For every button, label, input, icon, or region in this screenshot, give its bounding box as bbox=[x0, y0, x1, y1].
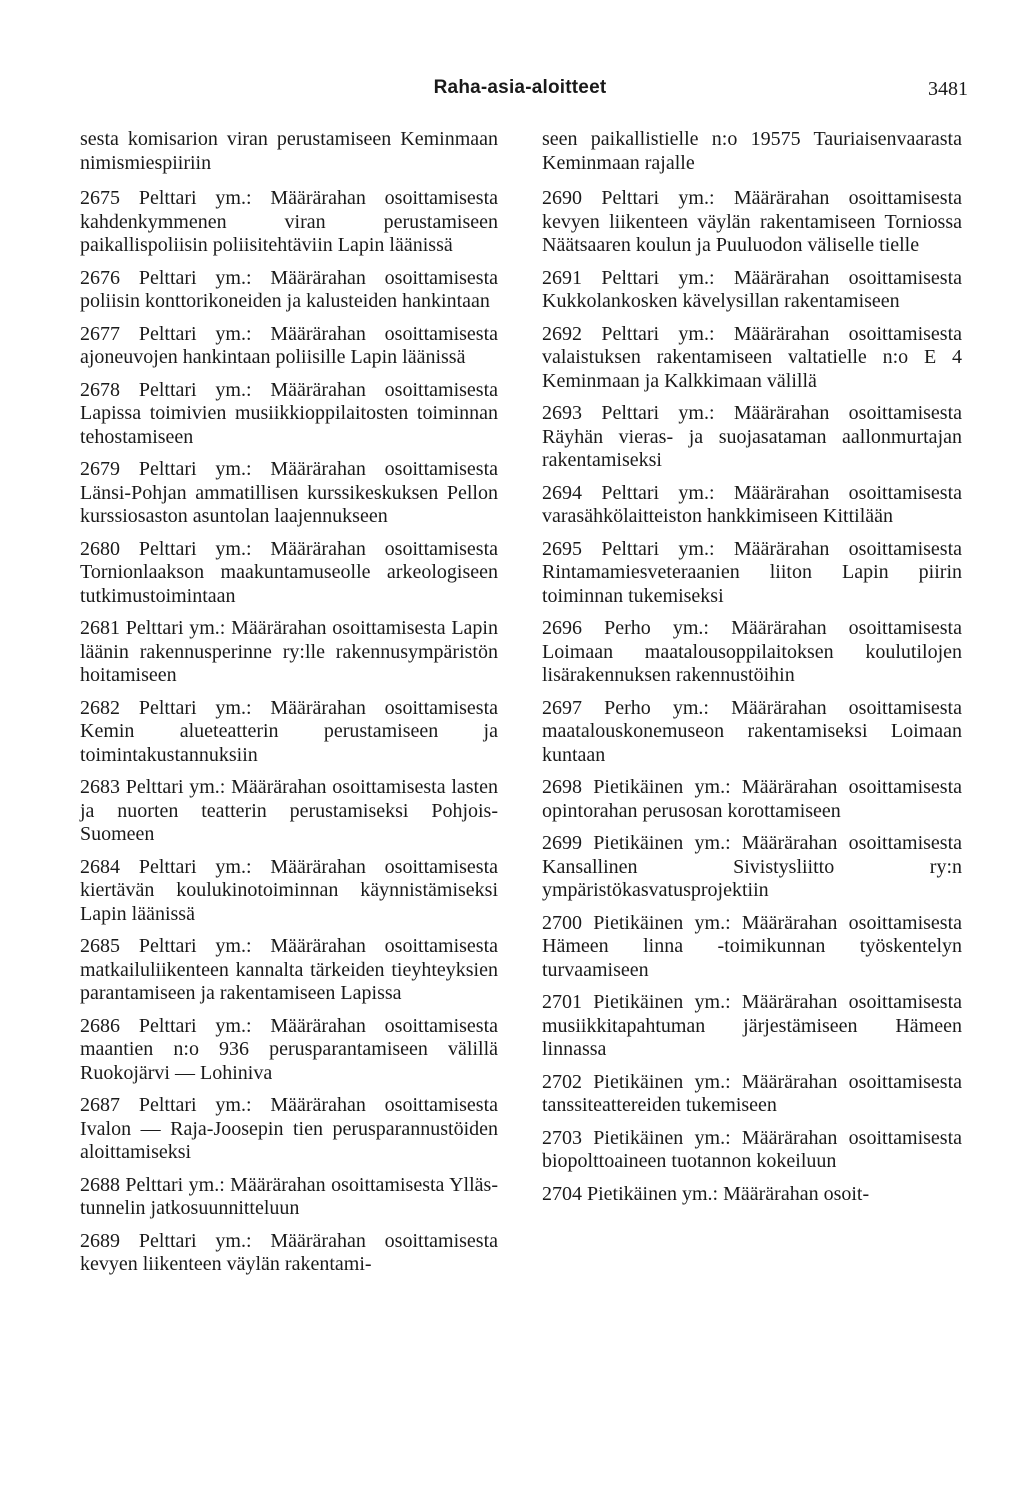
list-item: 2699 Pietikäinen ym.: Määrärahan osoittamisesta Kansallinen Sivistysliitto ry:n ympäristökasvatusprojektiin bbox=[542, 832, 962, 901]
list-item: 2681 Pelttari ym.: Määrärahan osoittamisesta Lapin läänin rakennusperinne ry:lle rakennusympäristön hoitamiseen bbox=[80, 617, 498, 686]
list-item: 2703 Pietikäinen ym.: Määrärahan osoittamisesta biopolttoaineen tuotannon kokeiluun bbox=[542, 1126, 962, 1172]
list-item: 2685 Pelttari ym.: Määrärahan osoittamisesta matkailuliikenteen kannalta tärkeiden tieyhteyksien parantamiseen ja rakentamiseen Lapissa bbox=[80, 935, 498, 1004]
left-column bbox=[80, 128, 498, 1286]
list-item: 2683 Pelttari ym.: Määrärahan osoittamisesta lasten ja nuorten teatterin perustamiseksi Pohjois-Suomeen bbox=[80, 776, 498, 845]
list-item: 2678 Pelttari ym.: Määrärahan osoittamisesta Lapissa toimivien musiikkioppilaitosten toiminnan tehostamiseen bbox=[80, 378, 498, 448]
right-column bbox=[542, 128, 962, 1215]
list-item: 2696 Perho ym.: Määrärahan osoittamisesta Loimaan maatalousoppilaitoksen koulutilojen lisärakennuksen rakennustöihin bbox=[542, 617, 962, 686]
list-item: 2676 Pelttari ym.: Määrärahan osoittamisesta poliisin konttorikoneiden ja kalusteiden hankintaan bbox=[80, 266, 498, 312]
list-item: 2691 Pelttari ym.: Määrärahan osoittamisesta Kukkolankosken kävelysillan rakentamiseen bbox=[542, 266, 962, 312]
list-item: seen paikallistielle n:o 19575 Tauriaisenvaarasta Keminmaan rajalle bbox=[542, 128, 962, 174]
running-header-title: Raha-asia-aloitteet bbox=[433, 77, 607, 98]
list-item: 2689 Pelttari ym.: Määrärahan osoittamisesta kevyen liikenteen väylän rakentami- bbox=[80, 1229, 498, 1275]
page-number: 3481 bbox=[928, 78, 968, 100]
list-item: 2684 Pelttari ym.: Määrärahan osoittamisesta kiertävän koulukinotoiminnan käynnistämiseksi Lapin läänissä bbox=[80, 855, 498, 925]
list-item: 2687 Pelttari ym.: Määrärahan osoittamisesta Ivalon — Raja-Joosepin tien perusparannustöiden aloittamiseksi bbox=[80, 1094, 498, 1163]
list-item: 2701 Pietikäinen ym.: Määrärahan osoittamisesta musiikkitapahtuman järjestämiseen Hämeen linnassa bbox=[542, 991, 962, 1060]
list-item: 2690 Pelttari ym.: Määrärahan osoittamisesta kevyen liikenteen väylän rakentamiseen Torniossa Näätsaaren koulun ja Puuluodon väliselle tielle bbox=[542, 187, 962, 256]
list-item: 2700 Pietikäinen ym.: Määrärahan osoittamisesta Hämeen linna -toimikunnan työskentelyn turvaamiseen bbox=[542, 911, 962, 981]
list-item: 2694 Pelttari ym.: Määrärahan osoittamisesta varasähkölaitteiston hankkimiseen Kittilään bbox=[542, 481, 962, 527]
list-item: 2688 Pelttari ym.: Määrärahan osoittamisesta Ylläs-tunnelin jatkosuunnitteluun bbox=[80, 1173, 498, 1219]
list-item: 2679 Pelttari ym.: Määrärahan osoittamisesta Länsi-Pohjan ammatillisen kurssikeskuksen Pellon kurssiosaston asuntolan laajennukseen bbox=[80, 458, 498, 527]
list-item: 2682 Pelttari ym.: Määrärahan osoittamisesta Kemin alueteatterin perustamiseen ja toimintakustannuksiin bbox=[80, 696, 498, 766]
list-item: 2680 Pelttari ym.: Määrärahan osoittamisesta Tornionlaakson maakuntamuseolle arkeologiseen tutkimustoimintaan bbox=[80, 537, 498, 607]
list-item: 2697 Perho ym.: Määrärahan osoittamisesta maatalouskonemuseon rakentamiseksi Loimaan kuntaan bbox=[542, 696, 962, 766]
list-item: 2677 Pelttari ym.: Määrärahan osoittamisesta ajoneuvojen hankintaan poliisille Lapin läänissä bbox=[80, 322, 498, 368]
list-item: 2702 Pietikäinen ym.: Määrärahan osoittamisesta tanssiteattereiden tukemiseen bbox=[542, 1070, 962, 1116]
list-item: 2704 Pietikäinen ym.: Määrärahan osoit- bbox=[542, 1182, 870, 1205]
list-item: 2675 Pelttari ym.: Määrärahan osoittamisesta kahdenkymmenen viran perustamiseen paikallispoliisin poliisitehtäviin Lapin läänissä bbox=[80, 187, 498, 256]
list-item: 2693 Pelttari ym.: Määrärahan osoittamisesta Räyhän vieras- ja suojasataman aallonmurtajan rakentamiseksi bbox=[542, 402, 962, 471]
list-item: 2698 Pietikäinen ym.: Määrärahan osoittamisesta opintorahan perusosan korottamiseen bbox=[542, 776, 962, 822]
list-item: 2695 Pelttari ym.: Määrärahan osoittamisesta Rintamamiesveteraanien liiton Lapin piirin toiminnan tukemiseksi bbox=[542, 537, 962, 607]
list-item: sesta komisarion viran perustamiseen Keminmaan nimismiespiiriin bbox=[80, 128, 498, 174]
list-item: 2686 Pelttari ym.: Määrärahan osoittamisesta maantien n:o 936 perusparantamiseen välillä Ruokojärvi — Lohiniva bbox=[80, 1014, 498, 1084]
list-item: 2692 Pelttari ym.: Määrärahan osoittamisesta valaistuksen rakentamiseen valtatielle n:o E 4 Keminmaan ja Kalkkimaan välillä bbox=[542, 322, 962, 392]
